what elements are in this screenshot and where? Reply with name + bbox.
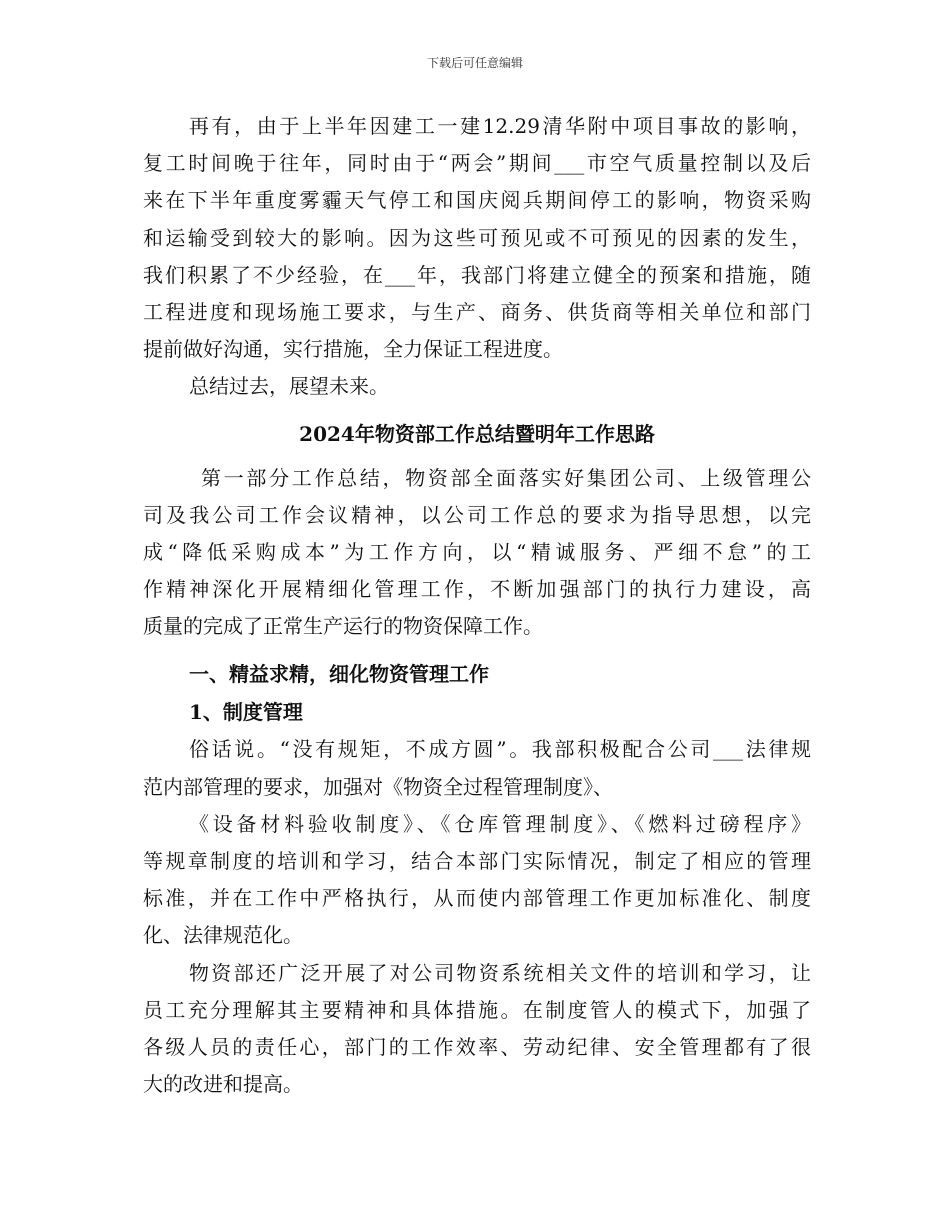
text-line: 俗话说。“没有规矩，不成方圆”。我部积极配合公司___法律规 xyxy=(189,737,811,762)
text-line: 第一部分工作总结，物资部全面落实好集团公司、上级管理公 xyxy=(201,465,811,490)
text-line: 标准，并在工作中严格执行，从而使内部管理工作更加标准化、制度 xyxy=(143,886,811,911)
text-line: 成“降低采购成本”为工作方向，以“精诚服务、严细不怠”的工 xyxy=(143,539,811,564)
document-title: 2024年物资部工作总结暨明年工作思路 xyxy=(299,421,655,446)
subsection-heading: 1、制度管理 xyxy=(189,700,303,725)
section-heading: 一、精益求精，细化物资管理工作 xyxy=(189,662,489,687)
text-line: 《设备材料验收制度》、《仓库管理制度》、《燃料过磅程序》 xyxy=(189,811,811,836)
text-line: 提前做好沟通，实行措施，全力保证工程进度。 xyxy=(143,337,563,362)
text-line: 作精神深化开展精细化管理工作，不断加强部门的执行力建设，高 xyxy=(143,577,811,602)
paragraph-closing: 总结过去，展望未来。 xyxy=(189,374,389,399)
text-line: 等规章制度的培训和学习，结合本部门实际情况，制定了相应的管理 xyxy=(143,849,811,873)
text-line: 大的改进和提高。 xyxy=(143,1072,303,1097)
text-line: 工程进度和现场施工要求，与生产、商务、供货商等相关单位和部门 xyxy=(143,299,811,324)
text-line: 员工充分理解其主要精神和具体措施。在制度管人的模式下，加强了 xyxy=(143,997,811,1022)
page-header: 下载后可任意编辑 xyxy=(426,56,523,70)
text-line: 物资部还广泛开展了对公司物资系统相关文件的培训和学习，让 xyxy=(189,960,811,985)
document-body xyxy=(143,108,811,1103)
paragraph-delay-impact xyxy=(143,108,811,368)
paragraph-training xyxy=(143,955,811,1104)
text-line: 我们积累了不少经验，在___年，我部门将建立健全的预案和措施，随 xyxy=(143,262,811,287)
paragraph-summary-intro xyxy=(143,460,811,646)
text-line: 来在下半年重度雾霾天气停工和国庆阅兵期间停工的影响，物资采购 xyxy=(143,188,811,213)
text-line: 再有，由于上半年因建工一建12.29清华附中项目事故的影响， xyxy=(189,114,811,138)
text-line: 质量的完成了正常生产运行的物资保障工作。 xyxy=(143,614,543,639)
text-line: 范内部管理的要求，加强对《物资全过程管理制度》、 xyxy=(143,774,613,799)
text-line: 司及我公司工作会议精神，以公司工作总的要求为指导思想，以完 xyxy=(143,502,811,527)
text-line: 化、法律规范化。 xyxy=(143,923,303,948)
text-line: 各级人员的责任心，部门的工作效率、劳动纪律、安全管理都有了很 xyxy=(143,1034,811,1059)
paragraph-rules xyxy=(143,731,811,954)
text-line: 和运输受到较大的影响。因为这些可预见或不可预见的因素的发生， xyxy=(143,225,811,250)
text-line: 复工时间晚于往年，同时由于“两会”期间___市空气质量控制以及后 xyxy=(143,151,811,176)
